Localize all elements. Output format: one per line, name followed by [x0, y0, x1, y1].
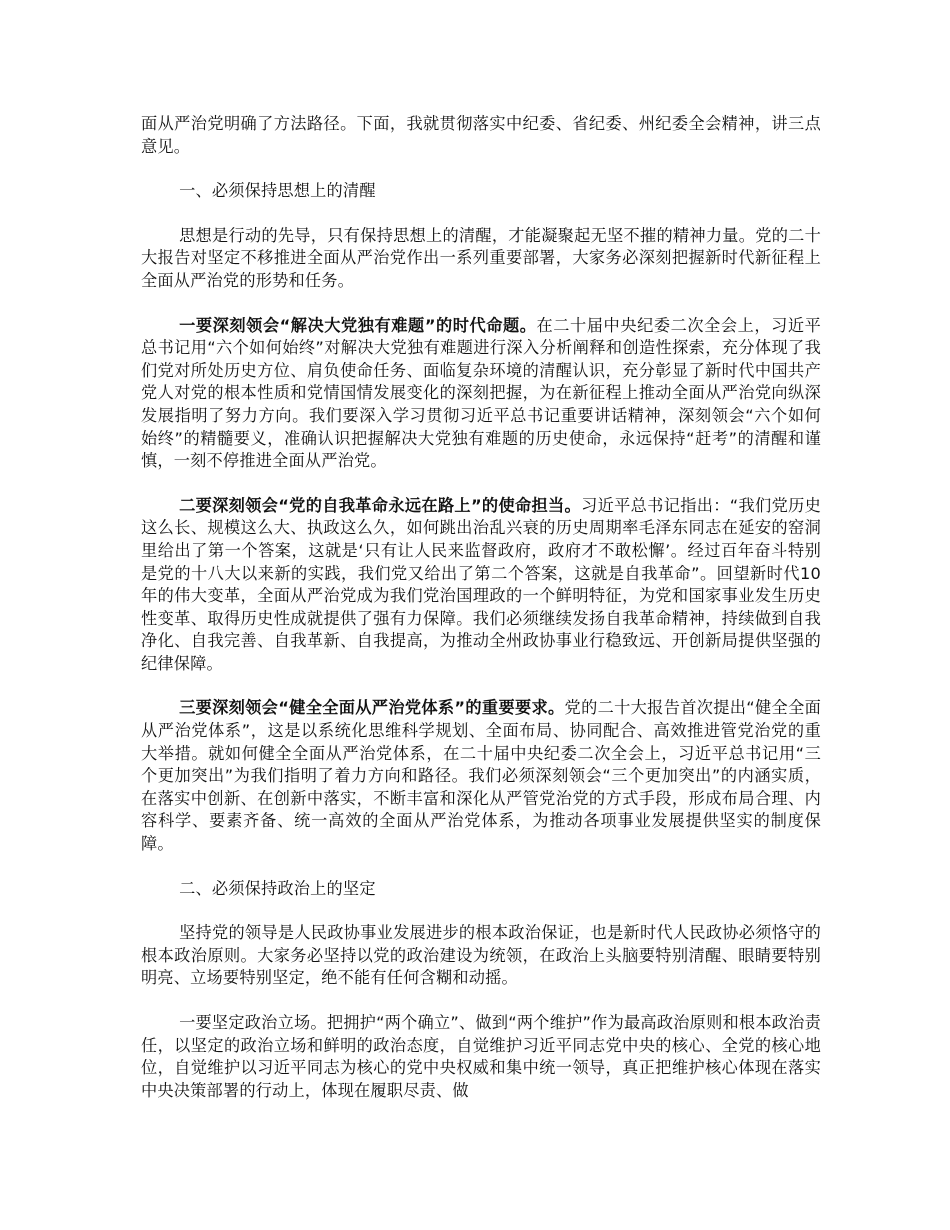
paragraph-point-2	[141, 495, 821, 676]
paragraph-point-1	[141, 315, 821, 473]
paragraph-section1-intro	[141, 225, 821, 293]
paragraph-lead: 三要深刻领会“健全全面从严治党体系”的重要要求。	[179, 698, 565, 718]
paragraph-lead: 二要深刻领会“党的自我革命永远在路上”的使命担当。	[179, 495, 582, 515]
section-heading-1	[141, 180, 821, 203]
paragraph-lead: 一要深刻领会“解决大党独有难题”的时代命题。	[179, 315, 537, 335]
section-heading-2	[141, 878, 821, 901]
paragraph-body: 党的二十大报告首次提出“健全全面从严治党体系”，这是以系统化思维科学规划、全面布局、协同配合、高效推进管党治党的重大举措。就如何健全全面从严治党体系，在二十届中央纪委二次全会上，习近平总书记用“三个更加突出”为我们指明了着力方向和路径。我们必须深刻领会“三个更加突出”的内涵实质，在落实中创新、在创新中落实，不断丰富和深化从严管党治党的方式手段，形成布局合理、内容科学、要素齐备、统一高效的全面从严治党体系，为推动各项事业发展提供坚实的制度保障。	[141, 698, 821, 854]
paragraph-body: 思想是行动的先导，只有保持思想上的清醒，才能凝聚起无坚不摧的精神力量。党的二十大报告对坚定不移推进全面从严治党作出一系列重要部署，大家务必深刻把握新时代新征程上全面从严治党的形势和任务。	[141, 225, 821, 290]
paragraph-section2-point-1	[141, 1012, 821, 1102]
document-page	[141, 113, 821, 1124]
paragraph-body: 习近平总书记指出：“我们党历史这么长、规模这么大、执政这么久，如何跳出治乱兴衰的历史周期率毛泽东同志在延安的窑洞里给出了第一个答案，这就是‘只有让人民来监督政府，政府才不敢松懈’。经过百年奋斗特别是党的十八大以来新的实践，我们党又给出了第二个答案，这就是自我革命”。回望新时代10年的伟大变革，全面从严治党成为我们党治国理政的一个鲜明特征，为党和国家事业发生历史性变革、取得历史性成就提供了强有力保障。我们必须继续发扬自我革命精神，持续做到自我净化、自我完善、自我革新、自我提高，为推动全州政协事业行稳致远、开创新局提供坚强的纪律保障。	[141, 495, 822, 673]
heading-text: 一、必须保持思想上的清醒	[179, 181, 376, 201]
paragraph-body: 坚持党的领导是人民政协事业发展进步的根本政治保证，也是新时代人民政协必须恪守的根本政治原则。大家务必坚持以党的政治建设为统领，在政治上头脑要特别清醒、眼睛要特别明亮、立场要特别坚定，绝不能有任何含糊和动摇。	[141, 923, 821, 988]
paragraph-intro-continuation	[141, 113, 821, 158]
paragraph-point-3	[141, 697, 821, 855]
heading-text: 二、必须保持政治上的坚定	[179, 878, 376, 898]
paragraph-body: 一要坚定政治立场。把拥护“两个确立”、做到“两个维护”作为最高政治原则和根本政治责任，以坚定的政治立场和鲜明的政治态度，自觉维护习近平同志党中央的核心、全党的核心地位，自觉维护以习近平同志为核心的党中央权威和集中统一领导，真正把维护核心体现在落实中央决策部署的行动上，体现在履职尽责、做	[141, 1013, 821, 1100]
paragraph-body: 在二十届中央纪委二次全会上，习近平总书记用“六个如何始终”对解决大党独有难题进行深入分析阐释和创造性探索，充分体现了我们党对所处历史方位、肩负使命任务、面临复杂环境的清醒认识，充分彰显了新时代中国共产党人对党的根本性质和党情国情发展变化的深刻把握，为在新征程上推动全面从严治党向纵深发展指明了努力方向。我们要深入学习贯彻习近平总书记重要讲话精神，深刻领会“六个如何始终”的精髓要义，准确认识把握解决大党独有难题的历史使命，永远保持“赶考”的清醒和谨慎，一刻不停推进全面从严治党。	[141, 315, 821, 471]
paragraph-body: 面从严治党明确了方法路径。下面，我就贯彻落实中纪委、省纪委、州纪委全会精神，讲三点意见。	[141, 114, 821, 156]
paragraph-section2-intro	[141, 922, 821, 990]
